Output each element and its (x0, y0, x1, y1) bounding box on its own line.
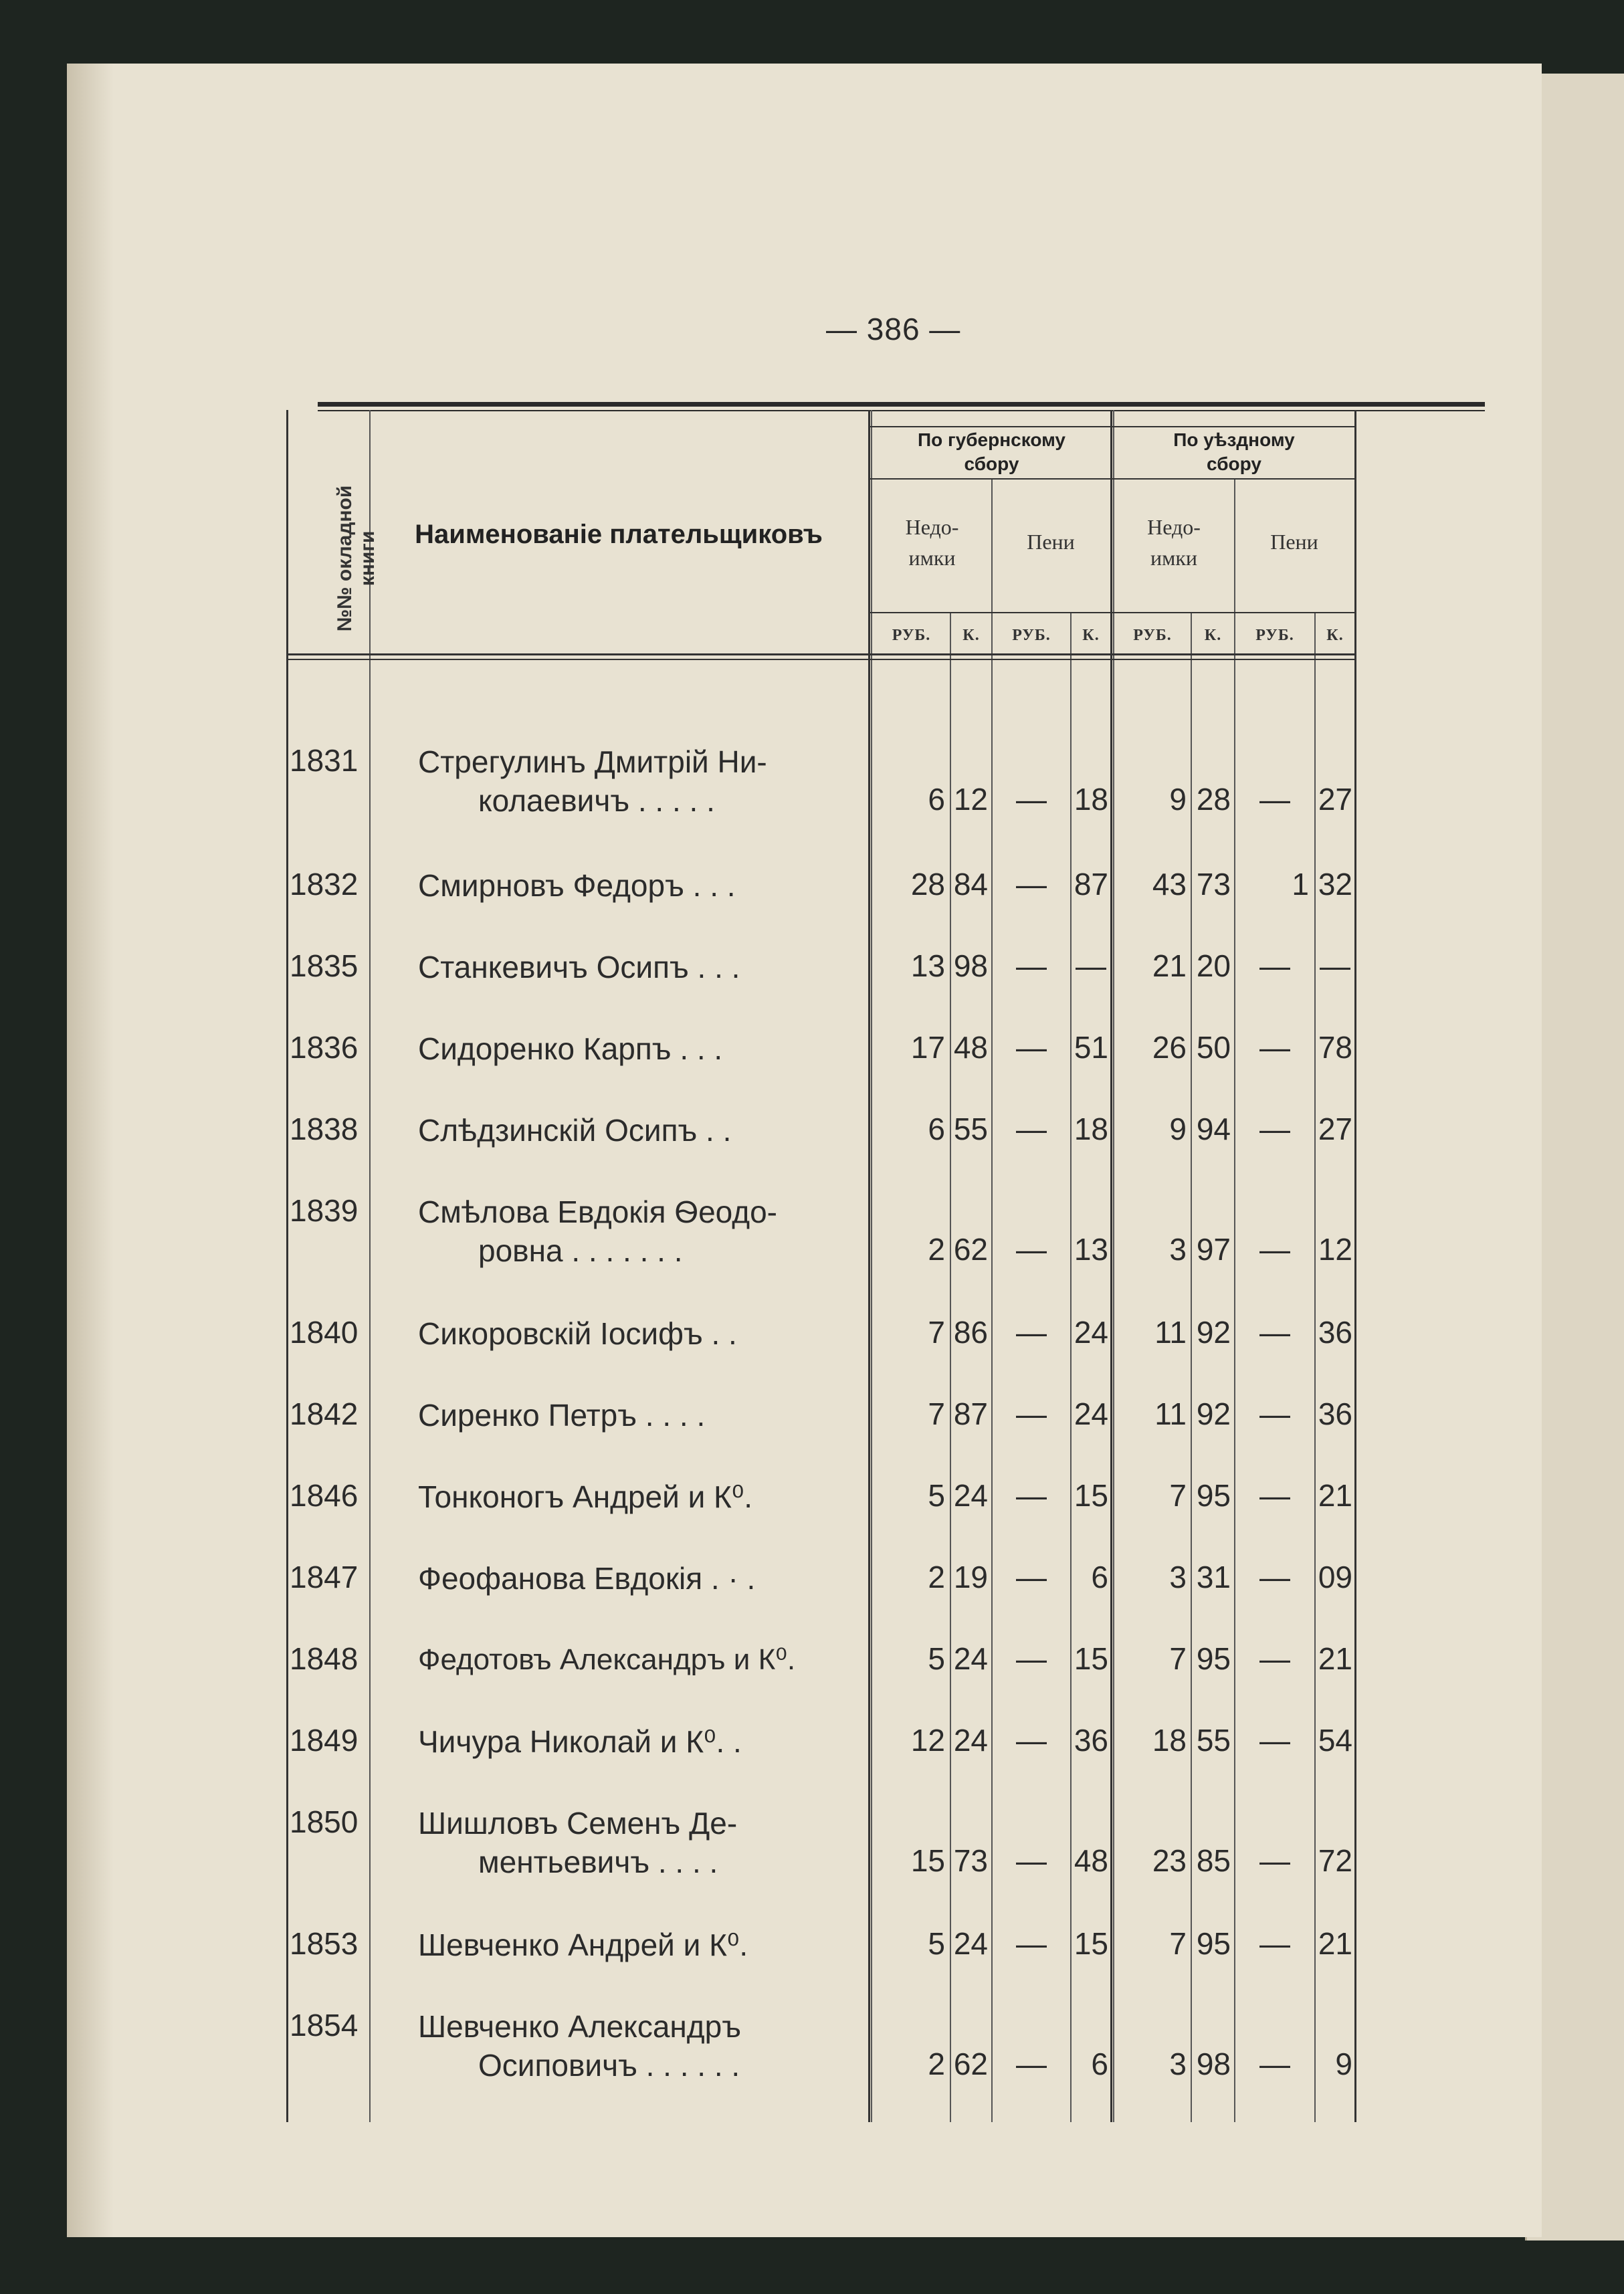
gub-arrears-kop: 86 (953, 1315, 988, 1350)
payer-name-line: Стрегулинъ Дмитрій Ни- (418, 744, 767, 779)
uezd-arrears-kop: 20 (1196, 948, 1231, 983)
uezd-penalty-rub: — (1259, 2047, 1290, 2081)
column-divider-gub-penalty-kop (1070, 612, 1072, 2122)
uezd-arrears-rub: 43 (1152, 867, 1187, 902)
gub-arrears-rub: 15 (910, 1843, 945, 1878)
payer-name-line: Шишловъ Семенъ Де- (418, 1806, 738, 1841)
payer-name (418, 1111, 731, 1150)
uezd-penalty-rub: — (1259, 782, 1290, 817)
payer-name-line: Станкевичъ Осипъ . . . (418, 950, 740, 984)
uezd-arrears-rub: 9 (1169, 1112, 1187, 1146)
book-number: 1832 (290, 867, 359, 902)
uezd-arrears-rub: 21 (1152, 948, 1187, 983)
group-header-uezd (1114, 428, 1354, 476)
gub-arrears-rub: 7 (928, 1315, 945, 1350)
gub-penalty-kop: 18 (1074, 1112, 1108, 1146)
payer-name-line: Шевченко Александръ (418, 2009, 741, 2044)
book-number: 1836 (290, 1030, 359, 1065)
uezd-penalty-rub: — (1259, 1478, 1290, 1513)
header-line-units (870, 612, 1354, 613)
book-number: 1838 (290, 1112, 359, 1146)
column-divider-name (868, 410, 870, 2122)
gub-arrears-rub: 5 (928, 1641, 945, 1676)
uezd-penalty-kop: 27 (1318, 1112, 1352, 1146)
gub-penalty-rub: — (1016, 1723, 1047, 1758)
uezd-penalty-rub: 1 (1292, 867, 1309, 902)
book-number: 1849 (290, 1723, 359, 1758)
uezd-penalty-rub: — (1259, 1560, 1290, 1594)
uezd-penalty-rub: — (1259, 1641, 1290, 1676)
uezd-arrears-kop: 94 (1196, 1112, 1231, 1146)
uezd-penalty-rub: — (1259, 1315, 1290, 1350)
book-number: 1839 (290, 1193, 359, 1228)
unit-uezd-arrears-rub: РУБ. (1133, 627, 1172, 644)
unit-uezd-arrears-kop: К. (1204, 627, 1222, 644)
unit-gub-arrears-kop: К. (962, 627, 980, 644)
subheader-gub-arrears-line2: имки (908, 546, 956, 570)
unit-uezd-penalty-rub: РУБ. (1255, 627, 1294, 644)
payer-name-line: Сиренко Петръ . . . . (418, 1398, 706, 1433)
gub-penalty-rub: — (1016, 1478, 1047, 1513)
group-header-uezd-line2: сбору (1207, 453, 1261, 474)
payer-name (418, 1029, 722, 1068)
gub-penalty-kop: 18 (1074, 782, 1108, 817)
gub-arrears-kop: 84 (953, 867, 988, 902)
payer-name (418, 1314, 737, 1353)
uezd-arrears-rub: 23 (1152, 1843, 1187, 1878)
subheader-uezd-arrears-line1: Недо- (1147, 515, 1201, 539)
header-line-bottom (286, 653, 1354, 655)
uezd-penalty-kop: 21 (1318, 1641, 1352, 1676)
gub-arrears-kop: 55 (953, 1112, 988, 1146)
gub-penalty-rub: — (1016, 782, 1047, 817)
gub-penalty-kop: 87 (1074, 867, 1108, 902)
gub-arrears-kop: 12 (953, 782, 988, 817)
group-header-gubernia (873, 428, 1110, 476)
gub-arrears-rub: 17 (910, 1030, 945, 1065)
uezd-arrears-kop: 95 (1196, 1478, 1231, 1513)
gub-penalty-kop: 15 (1074, 1641, 1108, 1676)
header-line-bottom-thin (286, 659, 1354, 660)
uezd-arrears-kop: 92 (1196, 1315, 1231, 1350)
subheader-gub-penalty: Пени (1027, 530, 1075, 554)
subheader-gub-arrears (873, 512, 991, 573)
uezd-arrears-rub: 11 (1154, 1396, 1187, 1431)
payer-name (418, 1925, 748, 1964)
payer-name-line: Феофанова Евдокія . · . (418, 1561, 756, 1596)
page-gutter-shadow (67, 64, 114, 2237)
gub-penalty-kop: 24 (1074, 1315, 1108, 1350)
uezd-penalty-kop: — (1320, 948, 1350, 983)
column-header-book-number (334, 486, 379, 632)
group-header-uezd-line1: По уѣздному (1173, 429, 1295, 450)
uezd-penalty-kop: 21 (1318, 1478, 1352, 1513)
uezd-arrears-kop: 95 (1196, 1641, 1231, 1676)
header-line-group (870, 478, 1354, 480)
book-number: 1831 (290, 743, 359, 778)
unit-gub-penalty-rub: РУБ. (1012, 627, 1051, 644)
book-number: 1850 (290, 1804, 359, 1839)
uezd-arrears-rub: 3 (1169, 2047, 1187, 2081)
payer-name (418, 1477, 752, 1516)
gub-arrears-rub: 5 (928, 1926, 945, 1961)
subheader-uezd-penalty: Пени (1270, 530, 1318, 554)
column-divider-uezd (1110, 410, 1112, 2122)
column-divider-uezd-penalty-kop (1314, 612, 1316, 2122)
column-divider-uezd-arrears-kop (1191, 612, 1192, 2122)
gub-penalty-kop: 36 (1074, 1723, 1108, 1758)
column-header-book-line1: №№ окладной (334, 485, 356, 632)
payer-name (418, 1396, 705, 1435)
payer-name-line: Смирновъ Федоръ . . . (418, 868, 736, 903)
gub-arrears-rub: 7 (928, 1396, 945, 1431)
table-top-rule (318, 402, 1485, 407)
uezd-arrears-kop: 28 (1196, 782, 1231, 817)
table-right-border (1354, 410, 1356, 2122)
uezd-penalty-kop: 36 (1318, 1396, 1352, 1431)
uezd-penalty-kop: 9 (1335, 2047, 1352, 2081)
uezd-arrears-rub: 7 (1169, 1641, 1187, 1676)
uezd-penalty-rub: — (1259, 1030, 1290, 1065)
unit-gub-penalty-kop: К. (1082, 627, 1100, 644)
uezd-arrears-kop: 73 (1196, 867, 1231, 902)
gub-penalty-rub: — (1016, 1112, 1047, 1146)
uezd-arrears-kop: 55 (1196, 1723, 1231, 1758)
gub-penalty-kop: 6 (1091, 2047, 1108, 2081)
payer-name (418, 948, 740, 986)
payer-name-line: Смѣлова Евдокія Ѳеодо- (418, 1194, 777, 1229)
payer-name (418, 2007, 741, 2085)
gub-penalty-kop: 13 (1074, 1232, 1108, 1267)
header-line-top (868, 426, 1354, 427)
gub-arrears-rub: 13 (910, 948, 945, 983)
book-number: 1854 (290, 2008, 359, 2043)
uezd-penalty-kop: 32 (1318, 867, 1352, 902)
group-header-gubernia-line1: По губернскому (918, 429, 1065, 450)
uezd-penalty-rub: — (1259, 1926, 1290, 1961)
gub-penalty-rub: — (1016, 1396, 1047, 1431)
payer-name-line: ментьевичъ . . . . (478, 1845, 718, 1879)
uezd-arrears-rub: 18 (1152, 1723, 1187, 1758)
uezd-arrears-rub: 26 (1152, 1030, 1187, 1065)
gub-arrears-rub: 2 (928, 1560, 945, 1594)
uezd-penalty-rub: — (1259, 1723, 1290, 1758)
column-divider-gub-arrears-kop (950, 612, 951, 2122)
uezd-penalty-kop: 12 (1318, 1232, 1352, 1267)
uezd-arrears-rub: 11 (1154, 1315, 1187, 1350)
gub-arrears-rub: 6 (928, 1112, 945, 1146)
column-header-payer-name: Наименованіе плательщиковъ (415, 520, 823, 549)
gub-penalty-rub: — (1016, 1030, 1047, 1065)
book-number: 1848 (290, 1641, 359, 1676)
payer-name-line: колаевичъ . . . . . (478, 783, 715, 818)
subheader-uezd-arrears (1114, 512, 1234, 573)
gub-arrears-kop: 24 (953, 1641, 988, 1676)
gub-arrears-kop: 73 (953, 1843, 988, 1878)
column-header-book-line2: книги (357, 530, 379, 587)
payer-name (418, 1641, 795, 1679)
book-number: 1835 (290, 948, 359, 983)
gub-arrears-kop: 62 (953, 1232, 988, 1267)
payer-name-line: Шевченко Андрей и К⁰. (418, 1927, 748, 1962)
column-divider-name-double (871, 410, 872, 2122)
uezd-arrears-rub: 9 (1169, 782, 1187, 817)
payer-name-line: ровна . . . . . . . (478, 1233, 683, 1268)
gub-penalty-kop: 48 (1074, 1843, 1108, 1878)
uezd-penalty-rub: — (1259, 1112, 1290, 1146)
gub-arrears-kop: 19 (953, 1560, 988, 1594)
uezd-penalty-kop: 21 (1318, 1926, 1352, 1961)
uezd-arrears-rub: 7 (1169, 1478, 1187, 1513)
gub-penalty-rub: — (1016, 1232, 1047, 1267)
unit-gub-arrears-rub: РУБ. (892, 627, 931, 644)
group-header-gubernia-line2: сбору (964, 453, 1019, 474)
uezd-penalty-kop: 72 (1318, 1843, 1352, 1878)
payer-name-line: Федотовъ Александръ и К⁰. (418, 1643, 796, 1676)
payer-name (418, 866, 736, 905)
uezd-arrears-rub: 7 (1169, 1926, 1187, 1961)
uezd-penalty-rub: — (1259, 1396, 1290, 1431)
payer-name-line: Осиповичъ . . . . . . (478, 2048, 740, 2083)
book-number: 1853 (290, 1926, 359, 1961)
uezd-arrears-rub: 3 (1169, 1232, 1187, 1267)
payer-name-line: Тонконогъ Андрей и К⁰. (418, 1479, 753, 1514)
gub-arrears-kop: 24 (953, 1926, 988, 1961)
payer-name (418, 1722, 742, 1761)
uezd-arrears-rub: 3 (1169, 1560, 1187, 1594)
subheader-uezd-arrears-line2: имки (1150, 546, 1198, 570)
uezd-penalty-kop: 36 (1318, 1315, 1352, 1350)
gub-penalty-rub: — (1016, 2047, 1047, 2081)
gub-arrears-rub: 5 (928, 1478, 945, 1513)
gub-penalty-kop: 15 (1074, 1926, 1108, 1961)
table-left-border (286, 410, 288, 2122)
unit-uezd-penalty-kop: К. (1326, 627, 1344, 644)
uezd-arrears-kop: 31 (1196, 1560, 1231, 1594)
uezd-penalty-rub: — (1259, 1843, 1290, 1878)
uezd-arrears-kop: 92 (1196, 1396, 1231, 1431)
payer-name-line: Слѣдзинскій Осипъ . . (418, 1113, 732, 1148)
payer-name-line: Сикоровскій Іосифъ . . (418, 1316, 737, 1351)
gub-penalty-kop: 6 (1091, 1560, 1108, 1594)
gub-arrears-kop: 48 (953, 1030, 988, 1065)
uezd-penalty-kop: 27 (1318, 782, 1352, 817)
uezd-arrears-kop: 85 (1196, 1843, 1231, 1878)
gub-arrears-rub: 6 (928, 782, 945, 817)
book-number: 1842 (290, 1396, 359, 1431)
subheader-gub-arrears-line1: Недо- (905, 515, 959, 539)
gub-penalty-kop: 15 (1074, 1478, 1108, 1513)
gub-penalty-rub: — (1016, 948, 1047, 983)
gub-penalty-rub: — (1016, 1843, 1047, 1878)
gub-arrears-kop: 98 (953, 948, 988, 983)
uezd-arrears-kop: 50 (1196, 1030, 1231, 1065)
book-page (67, 64, 1542, 2237)
book-number: 1846 (290, 1478, 359, 1513)
gub-arrears-rub: 2 (928, 2047, 945, 2081)
gub-penalty-kop: 51 (1074, 1030, 1108, 1065)
gub-arrears-rub: 12 (910, 1723, 945, 1758)
table-top-rule-thin (318, 410, 1485, 411)
gub-penalty-kop: — (1076, 948, 1106, 983)
uezd-penalty-rub: — (1259, 1232, 1290, 1267)
page-number: — 386 — (826, 312, 961, 346)
uezd-arrears-kop: 95 (1196, 1926, 1231, 1961)
book-number: 1840 (290, 1315, 359, 1350)
gub-penalty-rub: — (1016, 1926, 1047, 1961)
uezd-penalty-rub: — (1259, 948, 1290, 983)
gub-arrears-rub: 2 (928, 1232, 945, 1267)
uezd-penalty-kop: 78 (1318, 1030, 1352, 1065)
gub-penalty-rub: — (1016, 867, 1047, 902)
gub-arrears-kop: 24 (953, 1478, 988, 1513)
gub-penalty-rub: — (1016, 1560, 1047, 1594)
gub-arrears-kop: 24 (953, 1723, 988, 1758)
uezd-arrears-kop: 97 (1196, 1232, 1231, 1267)
uezd-penalty-kop: 54 (1318, 1723, 1352, 1758)
gub-arrears-rub: 28 (910, 867, 945, 902)
uezd-penalty-kop: 09 (1318, 1560, 1352, 1594)
payer-name (418, 1559, 755, 1598)
gub-penalty-rub: — (1016, 1641, 1047, 1676)
uezd-arrears-kop: 98 (1196, 2047, 1231, 2081)
gub-arrears-kop: 62 (953, 2047, 988, 2081)
gub-penalty-rub: — (1016, 1315, 1047, 1350)
payer-name (418, 742, 767, 820)
payer-name-line: Сидоренко Карпъ . . . (418, 1031, 723, 1066)
payer-name (418, 1804, 737, 1881)
column-divider-book (369, 410, 371, 2122)
gub-arrears-kop: 87 (953, 1396, 988, 1431)
payer-name-line: Чичура Николай и К⁰. . (418, 1724, 742, 1759)
payer-name (418, 1192, 777, 1270)
book-number: 1847 (290, 1560, 359, 1594)
gub-penalty-kop: 24 (1074, 1396, 1108, 1431)
